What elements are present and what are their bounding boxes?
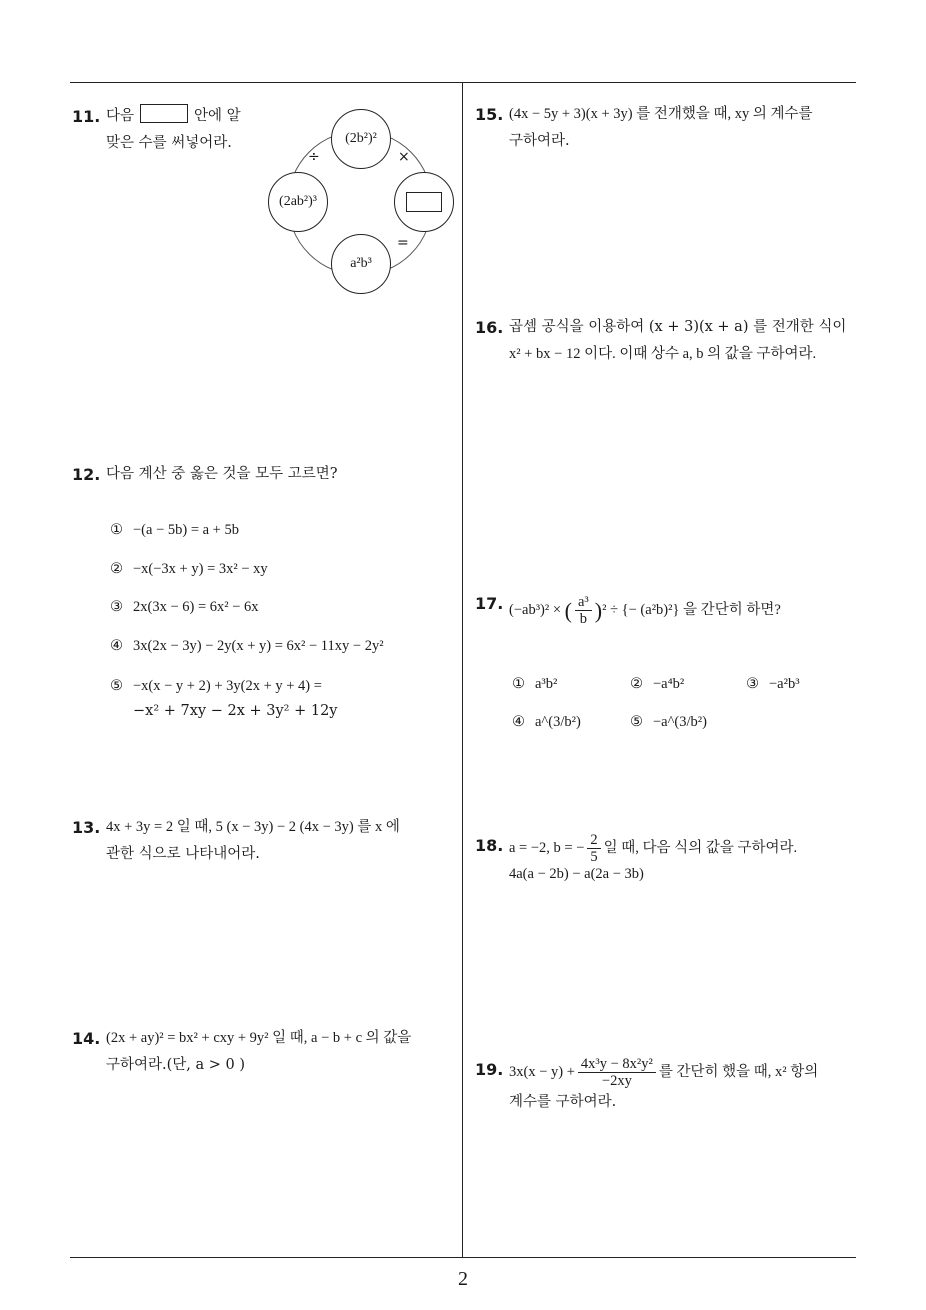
diagram-blank-box bbox=[406, 192, 442, 212]
q12-option-1: ① −(a − 5b) = a + 5b bbox=[110, 522, 239, 538]
question-14: 14. (2x + ay)² = bx² + cxy + 9y² 일 때, a − b + c 의 값을 구하여라.(단, a > 0 ) bbox=[72, 1025, 457, 1085]
q12-option-5: ⑤ −x(x − y + 2) + 3y(2x + y + 4) = bbox=[110, 678, 322, 694]
question-18: 18. a = −2, b = − $\frac{2}{5}$ 일 때, 다음 식의 값을 구하여라. 4a(a − 2b) − a(2a − 3b) bbox=[475, 832, 798, 882]
q12-option-2: ② −x(−3x + y) = 3x² − xy bbox=[110, 561, 268, 577]
question-number: 18. bbox=[475, 836, 504, 855]
diagram-node-left: (2ab²)³ bbox=[268, 172, 328, 232]
top-rule bbox=[70, 82, 856, 83]
q12-option-4: ④ 3x(2x − 3y) − 2y(x + y) = 6x² − 11xy − 2y² bbox=[110, 638, 384, 654]
answer-blank-box bbox=[140, 104, 188, 123]
question-number: 12. bbox=[72, 465, 101, 484]
diagram-node-right bbox=[394, 172, 454, 232]
q17-option-4: ④ a^(3/b²) bbox=[512, 714, 581, 730]
question-15: 15. (4x − 5y + 3)(x + 3y) 를 전개했을 때, xy 의 계수를 구하여라. bbox=[475, 101, 860, 161]
q12-option-5-continued: −x² + 7xy − 2x + 3y² + 12y bbox=[133, 703, 338, 719]
question-12: 12. 다음 계산 중 옳은 것을 모두 고르면? bbox=[72, 461, 452, 491]
question-number: 15. bbox=[475, 105, 504, 124]
q17-option-1: ① a³b² bbox=[512, 676, 558, 692]
question-11: 11. 다음 안에 알 맞은 수를 써넣어라. bbox=[72, 103, 452, 303]
fraction: $\frac{\text{4x³y − 8x²y²}}{-2xy}$ bbox=[578, 1056, 656, 1089]
diagram-node-bottom: a²b³ bbox=[331, 234, 391, 294]
question-number: 13. bbox=[72, 818, 101, 837]
question-number: 14. bbox=[72, 1029, 101, 1048]
question-17: 17. (−ab³)² × ( $\frac{\text{a³}}{b}$ )² ÷ {− (a²b)²} 을 간단히 하면? bbox=[475, 590, 860, 640]
question-number: 17. bbox=[475, 594, 504, 613]
question-13: 13. 4x + 3y = 2 일 때, 5 (x − 3y) − 2 (4x − 3y) 를 x 에 관한 식으로 나타내어라. bbox=[72, 814, 457, 874]
question-number: 11. bbox=[72, 107, 101, 126]
fraction: $\frac{\text{a³}}{b}$ bbox=[575, 594, 592, 627]
bottom-rule bbox=[70, 1257, 856, 1258]
question-19: 19. 3x(x − y) + $\frac{\text{4x³y − 8x²y²}}{-2xy}$ 를 간단히 했을 때, x² 항의 계수를 구하여라. bbox=[475, 1056, 819, 1110]
question-number: 16. bbox=[475, 318, 504, 337]
q17-option-2: ② −a⁴b² bbox=[630, 676, 685, 692]
q17-option-5: ⑤ −a^(3/b²) bbox=[630, 714, 707, 730]
q11-cycle-diagram bbox=[260, 105, 470, 305]
question-number: 19. bbox=[475, 1060, 504, 1079]
diagram-node-top: (2b²)² bbox=[331, 109, 391, 169]
page-number: 2 bbox=[458, 1268, 468, 1290]
q17-option-3: ③ −a²b³ bbox=[746, 676, 800, 692]
fraction: $\frac{2}{5}$ bbox=[587, 832, 600, 865]
equals-symbol: = bbox=[397, 235, 409, 251]
q12-option-3: ③ 2x(3x − 6) = 6x² − 6x bbox=[110, 599, 259, 615]
multiply-symbol: × bbox=[398, 149, 410, 165]
divide-symbol: ÷ bbox=[308, 149, 320, 165]
question-16: 16. 곱셈 공식을 이용하여 (x + 3)(x + a) 를 전개한 식이 x² + bx − 12 이다. 이때 상수 a, b 의 값을 구하여라. bbox=[475, 314, 860, 374]
